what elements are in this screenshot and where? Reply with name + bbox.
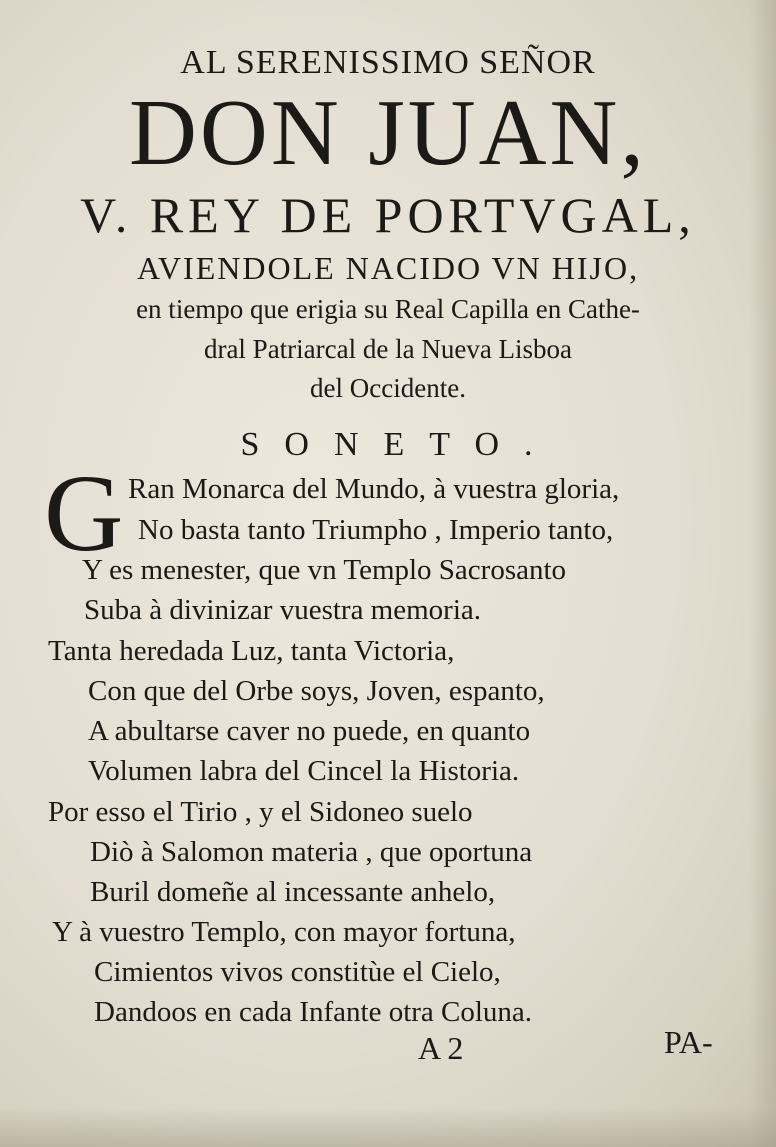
occasion-line: AVIENDOLE NACIDO VN HIJO, — [136, 250, 640, 286]
sonnet-drop-cap: G — [44, 452, 124, 574]
verse-line-10: Diò à Salomon materia , que oportuna — [90, 836, 533, 868]
context-line-2: dral Patriarcal de la Nueva Lisboa — [203, 334, 573, 364]
verse-line-1: Ran Monarca del Mundo, à vuestra gloria, — [128, 473, 620, 505]
dedicatee-name: DON JUAN, — [129, 81, 647, 185]
verse-line-2: No basta tanto Triumpho , Imperio tanto, — [138, 514, 614, 546]
catchword: PA- — [664, 1024, 713, 1060]
verse-line-4: Suba à divinizar vuestra memoria. — [84, 594, 482, 626]
context-line-1: en tiempo que erigia su Real Capilla en Cathe- — [136, 294, 640, 324]
dedication-line: AL SERENISSIMO SEÑOR — [180, 44, 596, 81]
signature-mark: A 2 — [418, 1030, 464, 1066]
verse-line-11: Buril domeñe al incessante anhelo, — [90, 876, 496, 908]
page-bottom-shadow — [0, 1107, 776, 1147]
verse-line-6: Con que del Orbe soys, Joven, espanto, — [88, 675, 545, 707]
dedicatee-title: V. REY DE PORTVGAL, — [80, 187, 696, 243]
verse-line-14: Dandoos en cada Infante otra Coluna. — [94, 996, 533, 1028]
verse-line-13: Cimientos vivos constitùe el Cielo, — [94, 956, 501, 988]
verse-line-9: Por esso el Tirio , y el Sidoneo suelo — [48, 796, 473, 828]
verse-line-12: Y à vuestro Templo, con mayor fortuna, — [52, 916, 516, 948]
context-line-3: del Occidente. — [310, 373, 466, 403]
verse-line-3: Y es menester, que vn Templo Sacrosanto — [82, 554, 567, 586]
sonnet-title: SONETO. — [240, 426, 558, 463]
verse-line-7: A abultarse caver no puede, en quanto — [88, 715, 531, 747]
verse-line-8: Volumen labra del Cincel la Historia. — [88, 755, 520, 787]
verse-line-5: Tanta heredada Luz, tanta Victoria, — [48, 635, 455, 667]
